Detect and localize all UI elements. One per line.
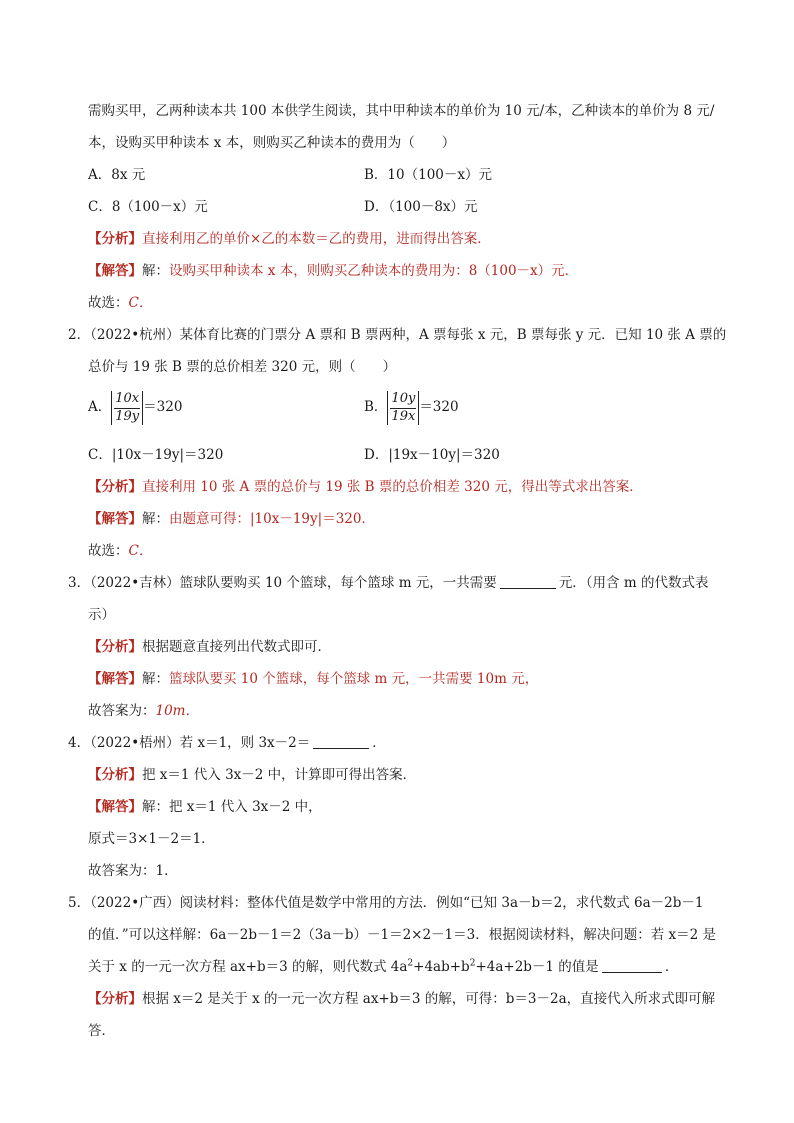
q5-stem-line2: 的值．”可以这样解：6a－2b－1＝2（3a－b）－1＝2×2－1＝3．根据阅读材料，解决问题：若 x＝2 是: [88, 927, 717, 943]
q3-stem-line1: [68, 567, 708, 599]
q2-answer-text: 由题意可得：|10x－19y|＝320．: [169, 511, 375, 527]
q1-option-a: A．8x 元: [88, 167, 146, 183]
q2-option-a-fraction: [114, 391, 140, 425]
q2-option-a-denominator: 19y: [115, 408, 140, 424]
q3-stem-part1: 3．（2022•吉林）篮球队要购买 10 个篮球，每个篮球 m 元，一共需要: [68, 575, 497, 591]
answer-tag: 【解答】: [88, 511, 142, 527]
q2-option-b-label: B．: [364, 399, 388, 416]
q2-analysis: [88, 471, 728, 503]
q2-choice-value: C．: [128, 543, 153, 559]
q1-option-b: B．10（100－x）元: [364, 167, 492, 183]
q2-option-b: [364, 383, 459, 433]
q2-options-row1: [88, 383, 728, 433]
q1-options-row2: [88, 191, 728, 223]
analysis-tag: 【分析】: [88, 479, 142, 495]
q5-stem-line3: [88, 951, 728, 983]
q5-analysis-text: 根据 x＝2 是关于 x 的一元一次方程 ax+b＝3 的解，可得：b＝3－2a，直接代入所求式即可解: [142, 991, 716, 1007]
q2-stem-line1: 2．（2022•杭州）某体育比赛的门票分 A 票和 B 票两种，A 票每张 x 元，B 票每张 y 元．已知 10 张 A 票的: [68, 327, 727, 343]
analysis-tag: 【分析】: [88, 991, 142, 1007]
q2-option-b-abs: [387, 391, 419, 425]
q3-answer-text: 篮球队要买 10 个篮球，每个篮球 m 元，一共需要 10m 元，: [169, 671, 539, 687]
q3-answer-blank: [500, 574, 556, 589]
q3-answer-prefix: 解：: [142, 671, 169, 687]
q2-option-c: C．|10x－19y|＝320: [88, 447, 224, 463]
q4-answer-blank: [313, 734, 369, 749]
q2-option-a-abs: [111, 391, 143, 425]
q4-stem-part2: ．: [372, 735, 386, 751]
q2-stem-line2: 总价与 19 张 B 票的总价相差 320 元，则（ ）: [88, 359, 397, 375]
q5-stem-part3: +4a+2b－1 的值是: [475, 959, 599, 975]
q2-option-a-rhs: ＝320: [143, 399, 183, 416]
analysis-tag: 【分析】: [88, 231, 142, 247]
q2-option-d: D．|19x－10y|＝320: [364, 447, 500, 463]
q5-stem-part2: +4ab+b: [413, 959, 470, 975]
q3-answer: [88, 663, 728, 695]
q2-option-a-label: A．: [88, 399, 112, 416]
q3-final: [88, 695, 728, 727]
q5-exponent-2: 2: [469, 958, 476, 969]
q4-stem-part1: 4．（2022•梧州）若 x＝1，则 3x－2＝: [68, 735, 311, 751]
q5-analysis-cont: 答．: [88, 1023, 115, 1039]
q5-stem-part4: ．: [664, 959, 679, 975]
q1-analysis: [88, 223, 728, 255]
answer-tag: 【解答】: [88, 671, 142, 687]
q2-options-row2: [88, 439, 728, 471]
q2-choice-prefix: 故选：: [88, 543, 129, 559]
q2-answer-prefix: 解：: [142, 511, 169, 527]
q5-answer-blank: [602, 958, 662, 973]
q1-choice-prefix: 故选：: [88, 295, 129, 311]
q3-analysis: [88, 631, 728, 663]
q3-final-prefix: 故答案为：: [88, 703, 156, 719]
q4-answer: [88, 791, 728, 823]
q1-stem-line1: 需购买甲，乙两种读本共 100 本供学生阅读，其中甲种读本的单价为 10 元/本，乙种读本的单价为 8 元/: [88, 103, 715, 119]
q4-answer-prefix: 解：: [142, 799, 169, 815]
q2-option-a-numerator: 10x: [114, 391, 140, 408]
answer-tag: 【解答】: [88, 263, 142, 279]
q2-option-b-denominator: 19x: [391, 408, 416, 424]
q1-analysis-text: 直接利用乙的单价×乙的本数＝乙的费用，进而得出答案．: [142, 231, 491, 247]
q1-option-c: C．8（100－x）元: [88, 199, 208, 215]
q4-answer-text: 把 x＝1 代入 3x－2 中，: [169, 799, 322, 815]
q4-analysis: [88, 759, 728, 791]
q5-stem-part1: 关于 x 的一元一次方程 ax+b＝3 的解，则代数式 4a: [88, 959, 408, 975]
answer-tag: 【解答】: [88, 799, 142, 815]
q2-option-b-rhs: ＝320: [419, 399, 459, 416]
q3-stem-part2: 元．（用含 m 的代数式表: [558, 575, 709, 591]
q1-stem-line2: 本，设购买甲种读本 x 本，则购买乙种读本的费用为（ ）: [88, 135, 456, 151]
q1-answer-prefix: 解：: [142, 263, 169, 279]
q1-choice-value: C．: [128, 295, 153, 311]
q1-answer-text: 设购买甲种读本 x 本，则购买乙种读本的费用为：8（100－x）元．: [169, 263, 579, 279]
q1-choice: [88, 287, 728, 319]
q3-stem-line2: 示）: [88, 607, 115, 623]
q3-analysis-text: 根据题意直接列出代数式即可．: [142, 639, 331, 655]
q5-exponent-1: 2: [407, 958, 414, 969]
q2-option-b-fraction: [390, 391, 416, 425]
q5-analysis: [88, 983, 728, 1015]
q2-choice: [88, 535, 728, 567]
q1-options-row1: [88, 159, 728, 191]
analysis-tag: 【分析】: [88, 767, 142, 783]
q1-option-d: D．（100－8x）元: [364, 199, 478, 215]
q4-step: 原式＝3×1－2＝1．: [88, 831, 215, 847]
q5-stem-line1: 5．（2022•广西）阅读材料：整体代值是数学中常用的方法．例如“已知 3a－b＝2，求代数式 6a－2b－1: [68, 895, 704, 911]
q4-stem-line1: [68, 727, 708, 759]
q4-final: 故答案为：1．: [88, 863, 178, 879]
q2-option-b-numerator: 10y: [390, 391, 416, 408]
q3-final-value: 10m．: [155, 703, 199, 719]
analysis-tag: 【分析】: [88, 639, 142, 655]
q4-analysis-text: 把 x＝1 代入 3x－2 中，计算即可得出答案．: [142, 767, 417, 783]
q2-analysis-text: 直接利用 10 张 A 票的总价与 19 张 B 票的总价相差 320 元，得出等式求出答案．: [142, 479, 643, 495]
q2-answer: [88, 503, 728, 535]
q1-answer: [88, 255, 728, 287]
